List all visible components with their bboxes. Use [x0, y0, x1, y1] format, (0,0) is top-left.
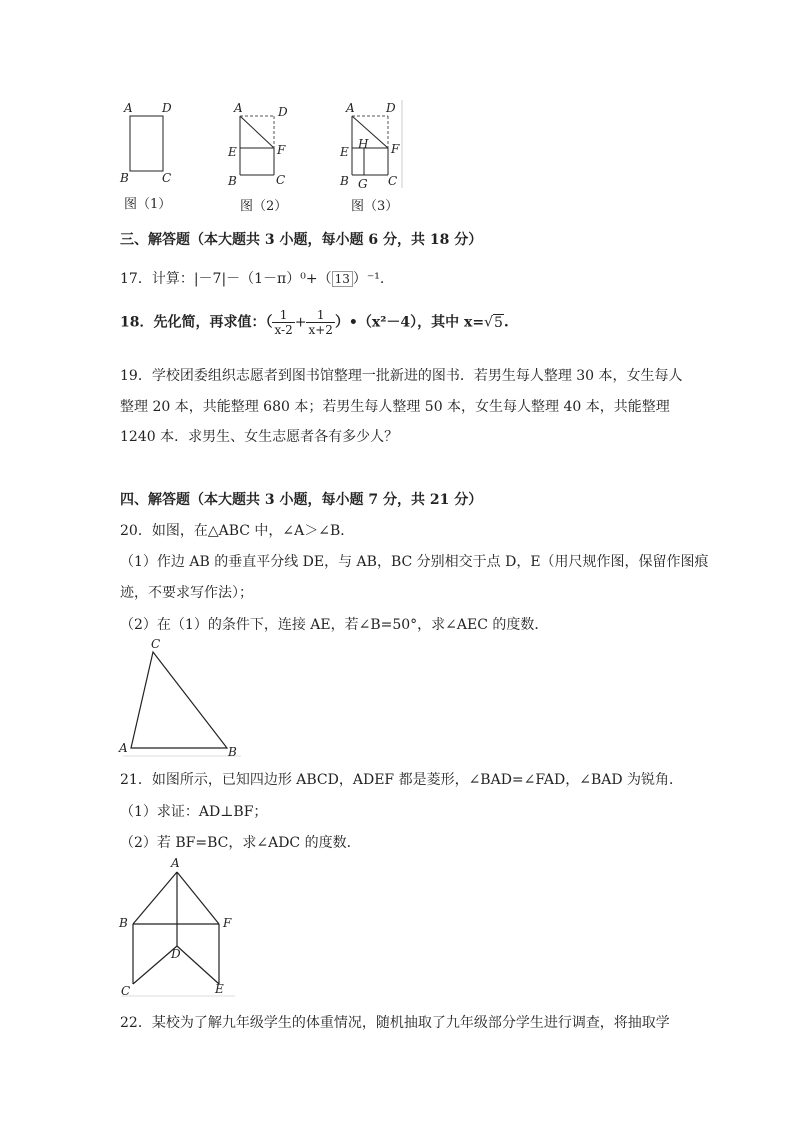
fig3-label-h: H [358, 137, 369, 151]
fig3-label-c: C [388, 174, 398, 188]
fig2-label-b: B [228, 174, 237, 188]
figure-q20-triangle [115, 634, 245, 760]
q18-fraction-2 [306, 308, 334, 337]
fig3-caption: 图（3） [351, 199, 399, 214]
q18-sqrt-symbol: √ [484, 314, 493, 331]
q21-label-f: F [223, 916, 232, 930]
q17-prefix: 17．计算：|－7|－（1－π）⁰+（ [120, 271, 332, 287]
q18-prefix: 18．先化简，再求值：（ [120, 314, 273, 331]
fig1-label-b: B [120, 171, 129, 185]
q21-part1: （1）求证：AD⊥BF； [120, 804, 268, 820]
figure-3 [338, 98, 408, 190]
fig2-caption: 图（2） [240, 199, 288, 214]
figure-q21-rhombi [115, 852, 245, 1000]
q17-frac-den: 3 [342, 272, 350, 286]
question-17 [120, 268, 384, 288]
q20-label-c: C [151, 637, 161, 651]
q19-line-3: 1240 本．求男生、女生志愿者各有多少人？ [120, 429, 399, 445]
section4-heading: 四、解答题（本大题共 3 小题，每小题 7 分，共 21 分） [120, 492, 483, 508]
q17-suffix: ）⁻¹. [352, 271, 385, 287]
q18-f2-den: x+2 [308, 323, 333, 337]
q21-label-a: A [171, 856, 180, 870]
q21-stem: 21．如图所示，已知四边形 ABCD，ADEF 都是菱形，∠BAD=∠FAD，∠BAD 为锐角． [120, 772, 684, 788]
q17-frac-num: 1 [334, 272, 343, 286]
q21-label-c: C [121, 984, 131, 998]
fig3-label-f: F [391, 142, 400, 156]
q20-part1-line1: （1）作边 AB 的垂直平分线 DE，与 AB，BC 分别相交于点 D，E（用尺规作图，保留作图痕 [120, 554, 709, 570]
fig1-label-c: C [162, 171, 172, 185]
fig3-label-b: B [340, 174, 349, 188]
q18-plus: + [294, 314, 307, 331]
q20-label-b: B [228, 745, 237, 759]
fig1-label-d: D [162, 101, 172, 115]
q20-part2: （2）在（1）的条件下，连接 AE，若∠B=50°，求∠AEC 的度数． [120, 617, 549, 633]
fig2-label-e: E [228, 145, 237, 159]
section3-heading: 三、解答题（本大题共 3 小题，每小题 6 分，共 18 分） [120, 232, 483, 248]
figure-1 [118, 98, 178, 188]
figure-2 [224, 98, 294, 188]
q18-f1-num: 1 [272, 308, 294, 323]
fig3-label-g: G [358, 177, 368, 191]
q21-label-d: D [171, 947, 181, 961]
q17-fraction [332, 271, 353, 287]
fig3-label-a: A [346, 101, 355, 115]
fig3-label-d: D [386, 101, 396, 115]
q18-end: . [503, 314, 509, 331]
q20-part1-line2: 迹，不要求写作法）； [120, 585, 253, 601]
fig2-label-a: A [234, 101, 243, 115]
q21-part2: （2）若 BF=BC，求∠ADC 的度数． [120, 835, 361, 851]
q20-stem: 20．如图，在△ABC 中，∠A＞∠B． [120, 523, 355, 539]
q22-line-1: 22．某校为了解九年级学生的体重情况，随机抽取了九年级部分学生进行调查，将抽取学 [120, 1015, 670, 1031]
q18-f2-num: 1 [306, 308, 334, 323]
fig3-label-e: E [340, 145, 349, 159]
q18-sqrt-value: 5 [493, 314, 503, 331]
q20-label-a: A [119, 741, 128, 755]
q19-line-2: 整理 20 本，共能整理 680 本；若男生每人整理 50 本，女生每人整理 40 本，共能整理 [120, 399, 670, 415]
q18-fraction-1 [272, 308, 294, 337]
fig2-label-f: F [277, 143, 286, 157]
q21-label-b: B [119, 916, 128, 930]
q21-label-e: E [215, 982, 224, 996]
q19-line-1: 19．学校团委组织志愿者到图书馆整理一批新进的图书．若男生每人整理 30 本，女生每人 [120, 368, 683, 384]
fig1-label-a: A [124, 101, 133, 115]
fig1-caption: 图（1） [124, 197, 172, 212]
fig2-label-c: C [276, 173, 286, 187]
question-18 [120, 308, 509, 337]
fig2-label-d: D [278, 105, 288, 119]
q18-f1-den: x-2 [274, 323, 293, 337]
q18-mid: ）•（x²－4），其中 x= [334, 314, 485, 331]
